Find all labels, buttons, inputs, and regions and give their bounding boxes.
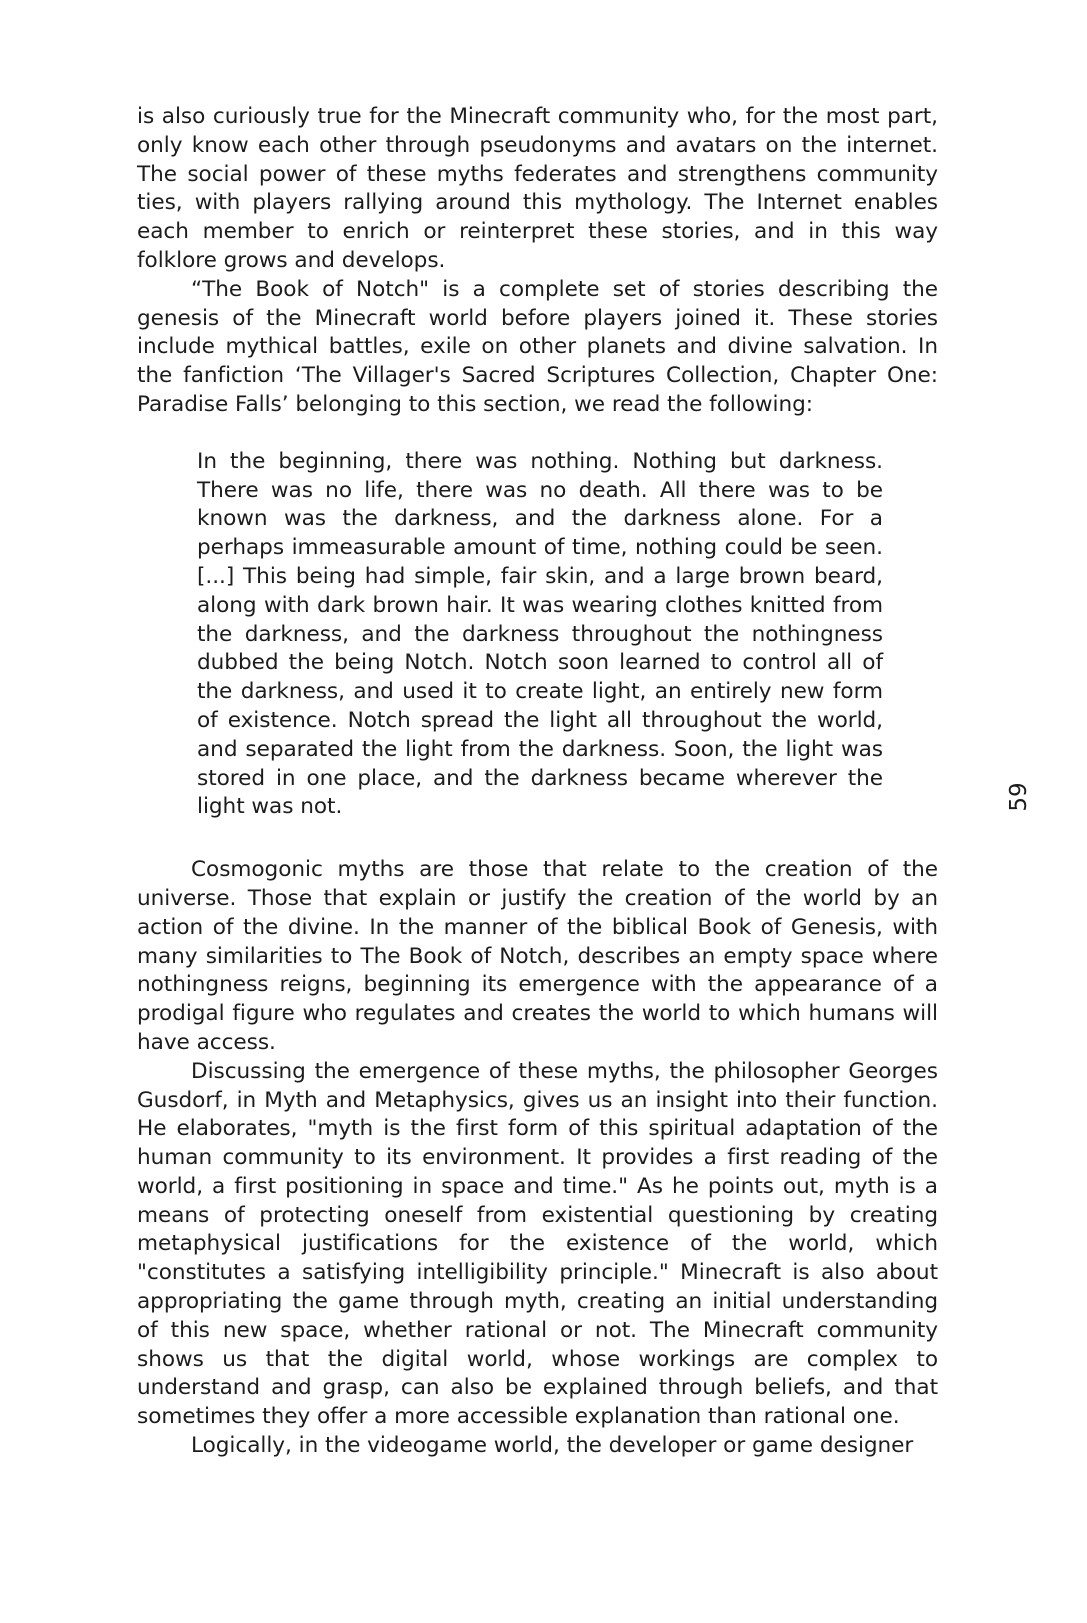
paragraph-book-of-notch: “The Book of Notch" is a complete set of stories describing the genesis of the Minecraft world before players joined it. These stories include mythical battles, exile on other planets and divine salvation. In the fanfiction ‘The Villager's Sacred Scriptures Collection, Chapter One: Paradise Falls’ belonging to this section, we read the following:: [137, 276, 938, 417]
spacer-above-blockquote: [137, 420, 938, 448]
paragraph-gusdorf: Discussing the emergence of these myths, the philosopher Georges Gusdorf, in Myth and Metaphysics, gives us an insight into their function. He elaborates, "myth is the first form of this spiritual adaptation of the human community to its environment. It provides a first reading of the world, a first positioning in space and time." As he points out, myth is a means of protecting oneself from existential questioning by creating metaphysical justifications for the existence of the world, which "constitutes a satisfying intelligibility principle." Minecraft is also about appropriating the game through myth, creating an initial understanding of this new space, whether rational or not. The Minecraft community shows us that the digital world, whose workings are complex to understand and grasp, can also be explained through beliefs, and that sometimes they offer a more accessible explanation than rational one.: [137, 1058, 938, 1430]
paragraph-logically: Logically, in the videogame world, the developer or game designer: [191, 1433, 914, 1459]
page-number: 59: [1006, 782, 1032, 812]
blockquote-book-of-notch-excerpt: In the beginning, there was nothing. Nothing but darkness. There was no life, there was no death. All there was to be known was the darkness, and the darkness alone. For a perhaps immeasurable amount of time, nothing could be seen. [...] This being had simple, fair skin, and a large brown beard, along with dark brown hair. It was wearing clothes knitted from the darkness, and the darkness throughout the nothingness dubbed the being Notch. Notch soon learned to control all of the darkness, and used it to create light, an entirely new form of existence. Notch spread the light all throughout the world, and separated the light from the darkness. Soon, the light was stored in one place, and the darkness became wherever the light was not.: [197, 448, 883, 820]
page-text-column: [137, 103, 938, 1461]
paragraph-continuation: is also curiously true for the Minecraft community who, for the most part, only know each other through pseudonyms and avatars on the internet. The social power of these myths federates and strengthens community ties, with players rallying around this mythology. The Internet enables each member to enrich or reinterpret these stories, and in this way folklore grows and develops.: [137, 104, 938, 273]
paragraph-cosmogonic-myths: Cosmogonic myths are those that relate to the creation of the universe. Those that explain or justify the creation of the world by an action of the divine. In the manner of the biblical Book of Genesis, with many similarities to The Book of Notch, describes an empty space where nothingness reigns, beginning its emergence with the appearance of a prodigal figure who regulates and creates the world to which humans will have access.: [137, 857, 938, 1055]
spacer-below-blockquote: [137, 822, 938, 856]
